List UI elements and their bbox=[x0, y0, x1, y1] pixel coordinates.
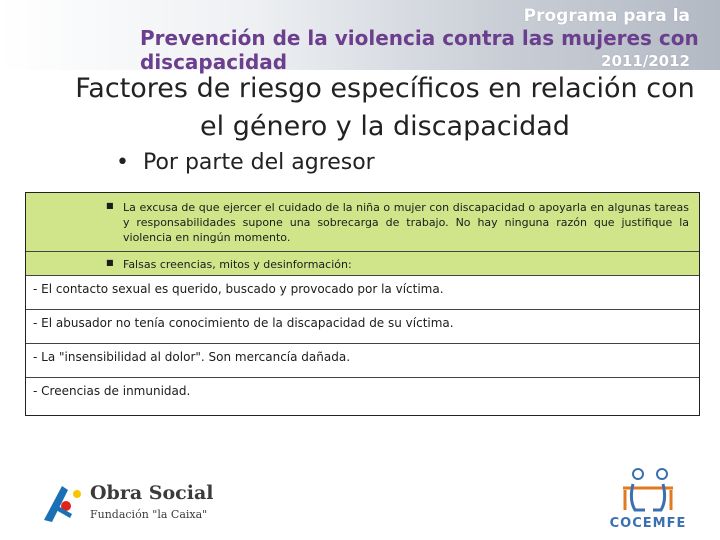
table-cell-text: - El contacto sexual es querido, buscado y provocado por la víctima. bbox=[33, 282, 444, 296]
cocemfe-text: COCEMFE bbox=[609, 516, 687, 531]
caixa-star-icon bbox=[36, 480, 86, 525]
table-row bbox=[26, 378, 699, 415]
table-row bbox=[26, 344, 699, 378]
bullet-icon: • bbox=[116, 150, 129, 175]
table-cell-text: La excusa de que ejercer el cuidado de la niña o mujer con discapacidad o apoyarla en algunas tareas y responsabilidades supone una sobrecarga de trabajo. No hay ninguna razón que justifique la violencia en ningún momento. bbox=[123, 201, 689, 244]
table-cell-text: - La "insensibilidad al dolor". Son mercancía dañada. bbox=[33, 350, 351, 364]
table-row bbox=[26, 276, 699, 310]
subtitle-text: Por parte del agresor bbox=[142, 150, 375, 175]
table-cell-text: - Creencias de inmunidad. bbox=[33, 384, 191, 398]
obra-social-logo bbox=[36, 480, 226, 525]
table-cell-text: Falsas creencias, mitos y desinformación: bbox=[123, 258, 352, 271]
program-title: Prevención de la violencia contra las mujeres con discapacidad bbox=[140, 26, 699, 74]
content-table bbox=[25, 192, 700, 416]
square-bullet-icon: ■ bbox=[106, 258, 114, 267]
table-row bbox=[26, 252, 699, 276]
cocemfe-logo bbox=[605, 466, 691, 534]
table-row bbox=[26, 193, 699, 252]
header-banner bbox=[0, 0, 720, 74]
square-bullet-icon: ■ bbox=[106, 201, 114, 210]
table-row bbox=[26, 310, 699, 344]
obra-social-text: Obra Social bbox=[90, 482, 214, 504]
slide-subtitle bbox=[116, 150, 375, 175]
program-year: 2011/2012 bbox=[601, 52, 690, 70]
fundacion-text: Fundación "la Caixa" bbox=[90, 508, 208, 521]
program-label: Programa para la bbox=[523, 6, 690, 26]
slide-title: Factores de riesgo específicos en relación con el género y la discapacidad bbox=[75, 73, 695, 142]
cocemfe-figures-icon bbox=[605, 466, 691, 516]
table-cell-text: - El abusador no tenía conocimiento de la discapacidad de su víctima. bbox=[33, 316, 454, 330]
